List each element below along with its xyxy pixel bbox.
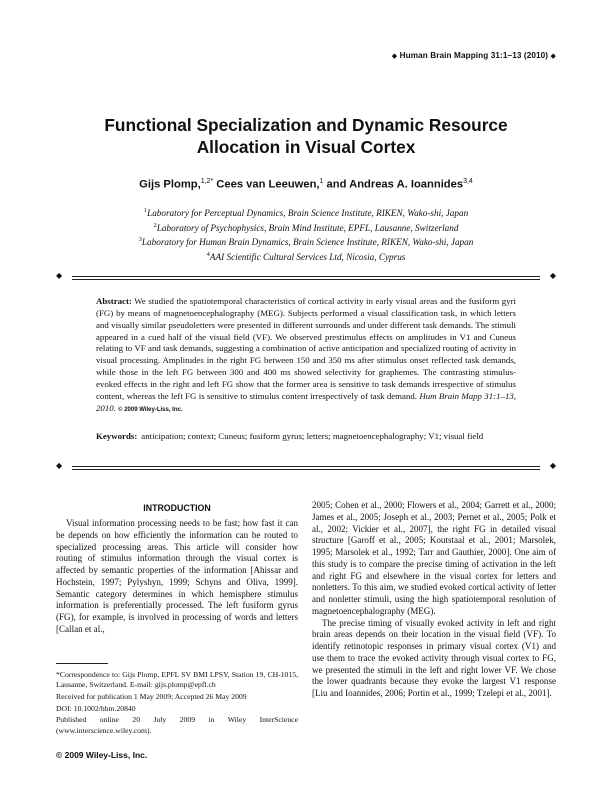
doi-note: DOI: 10.1002/hbm.20840 (56, 703, 136, 713)
diamond-icon: ◆ (56, 271, 63, 280)
diamond-icon: ◆ (56, 461, 63, 470)
diamond-icon: ◆ (549, 271, 556, 280)
keywords-label: Keywords: (96, 431, 138, 441)
affiliations (56, 205, 556, 263)
published-note: Published online 20 July 2009 in Wiley InterScience (www.interscience.wiley.com). (56, 715, 298, 735)
author-affil-sup: 1,2* (200, 178, 214, 185)
diamond-icon: ◆ (549, 461, 556, 470)
abstract-text: We studied the spatiotemporal characteristics of cortical activity in early visual areas and the fusiform gyri (FG) by means of magnetoencephalography (MEG). Subjects performed a visual classification task, in which letters and visually similar pseudoletters were presented in different surrounds and under different task demands. The stimuli appeared in a cued half of the visual field (VF). We observed prestimulus effects on amplitudes in V1 and Cuneus relating to VF and task demands, suggesting a combination of active anticipation and specialized routing of activity in visual processing. Amplitudes in the right FG between 150 and 350 ms after stimulus onset reflected task demands, while those in the left FG between 300 and 400 ms showed selectivity for graphemes. The contrasting stimulus-evoked effects in the right and left FG show that the former area is sensitive to task demands irrespective of stimulus content, whereas the left FG is sensitive to stimulus content irrespectively of task demand. (96, 296, 516, 401)
left-column (56, 518, 298, 636)
author-affil-sup: 3,4 (463, 178, 473, 185)
affiliation: $^1$Laboratory for Perceptual Dynamics, Brain Science Institute, RIKEN, Wako-shi, Japan (143, 207, 469, 219)
right-column (312, 500, 556, 700)
title-line-2: Allocation in Visual Cortex (196, 137, 416, 157)
top-divider (56, 271, 556, 286)
journal-header (360, 51, 556, 60)
affiliation: $^3$Laboratory for Human Brain Dynamics, Brain Science Institute, RIKEN, Wako-shi, Japan (138, 236, 474, 248)
body-paragraph: The precise timing of visually evoked activity in left and right brain areas depends on their location in the visual field (VF). To identify retinotopic responses in primary visual cortex (V1) and use them to trace the evoked activity through visual cortex to FG, we presented the stimuli in the left and right lower VF. We chose the lower quadrants because they evoke the largest V1 response [Liu and Ioannides, 2006; Portin et al., 1999; Tzelepi et al., 2001]. (312, 617, 556, 698)
author-affil-sup: 1 (319, 178, 324, 185)
diamond-icon: ◆ (550, 53, 556, 60)
journal-citation: Human Brain Mapping 31:1–13 (2010) (399, 51, 549, 60)
abstract-label: Abstract: (96, 296, 132, 306)
received-note: Received for publication 1 May 2009; Accepted 26 May 2009 (56, 691, 247, 701)
author-name: and Andreas A. Ioannides (326, 178, 464, 191)
abstract-copyright: © 2009 Wiley-Liss, Inc. (118, 406, 183, 413)
affiliation: $^2$Laboratory of Psychophysics, Brain Mind Institute, EPFL, Lausanne, Switzerland (153, 221, 459, 233)
section-heading: INTRODUCTION (143, 503, 211, 513)
author-name: Gijs Plomp, (139, 178, 201, 191)
correspondence-note: *Correspondence to: Gijs Plomp, EPFL SV BMI LPSY, Station 19, CH-1015, Lausanne, Switzerland. E-mail: gijs.plomp@epfl.ch (56, 670, 298, 690)
title-line-1: Functional Specialization and Dynamic Resource (104, 115, 508, 135)
body-paragraph: Visual information processing needs to be fast; how fast it can be depends on how efficiently the information can be routed to specialized processing areas. This article will consider how routing of stimulus information through the visual cortex is affected by semantic properties of the information [Ahissar and Hochstein, 1997; Pylyshyn, 1999; Schyns and Oliva, 1999]. Semantic category determines in which hemisphere stimulus information is preferentially processed. The left fusiform gyrus (FG), for example, is involved in processing of words and letters [Callan et al., (56, 518, 298, 634)
keywords (96, 431, 516, 443)
author-list (56, 178, 556, 191)
paper-title (56, 114, 556, 158)
affiliation: $^4$AAI Scientific Cultural Services Ltd, Nicosia, Cyprus (206, 250, 406, 262)
footnotes (56, 670, 298, 737)
author-name: Cees van Leeuwen, (216, 178, 320, 191)
abstract-citation: Hum Brain Mapp 31:1–13, 2010. (96, 390, 516, 413)
bottom-divider (56, 461, 556, 476)
footer-copyright: © 2009 Wiley-Liss, Inc. (56, 750, 148, 760)
diamond-icon: ◆ (391, 53, 398, 60)
abstract (96, 296, 516, 416)
keywords-text: anticipation; context; Cuneus; fusiform gyrus; letters; magnetoencephalography; V1; visual field (141, 431, 484, 441)
footnote-rule (56, 663, 108, 664)
body-paragraph: 2005; Cohen et al., 2000; Flowers et al., 2004; Garrett et al., 2000; James et al., 2005; Joseph et al., 2003; Pernet et al., 2005; Polk et al., 2002; Vickier et al., 2007], the right FG in detailed visual structure [Garoff et al., 2005; Koutstaal et al., 2001; Marsolek, 1995; Marsolek et al., 1992; Tarr and Gauthier, 2000]. One aim of this study is to compare the precise timing of activation in the left and right FG and elsewhere in the visual cortex for letters and nonletters. To this aim, we studied evoked cortical activity of letter and nonletter stimuli, using the high spatiotemporal resolution of magnetoencephalography (MEG). (312, 500, 556, 616)
